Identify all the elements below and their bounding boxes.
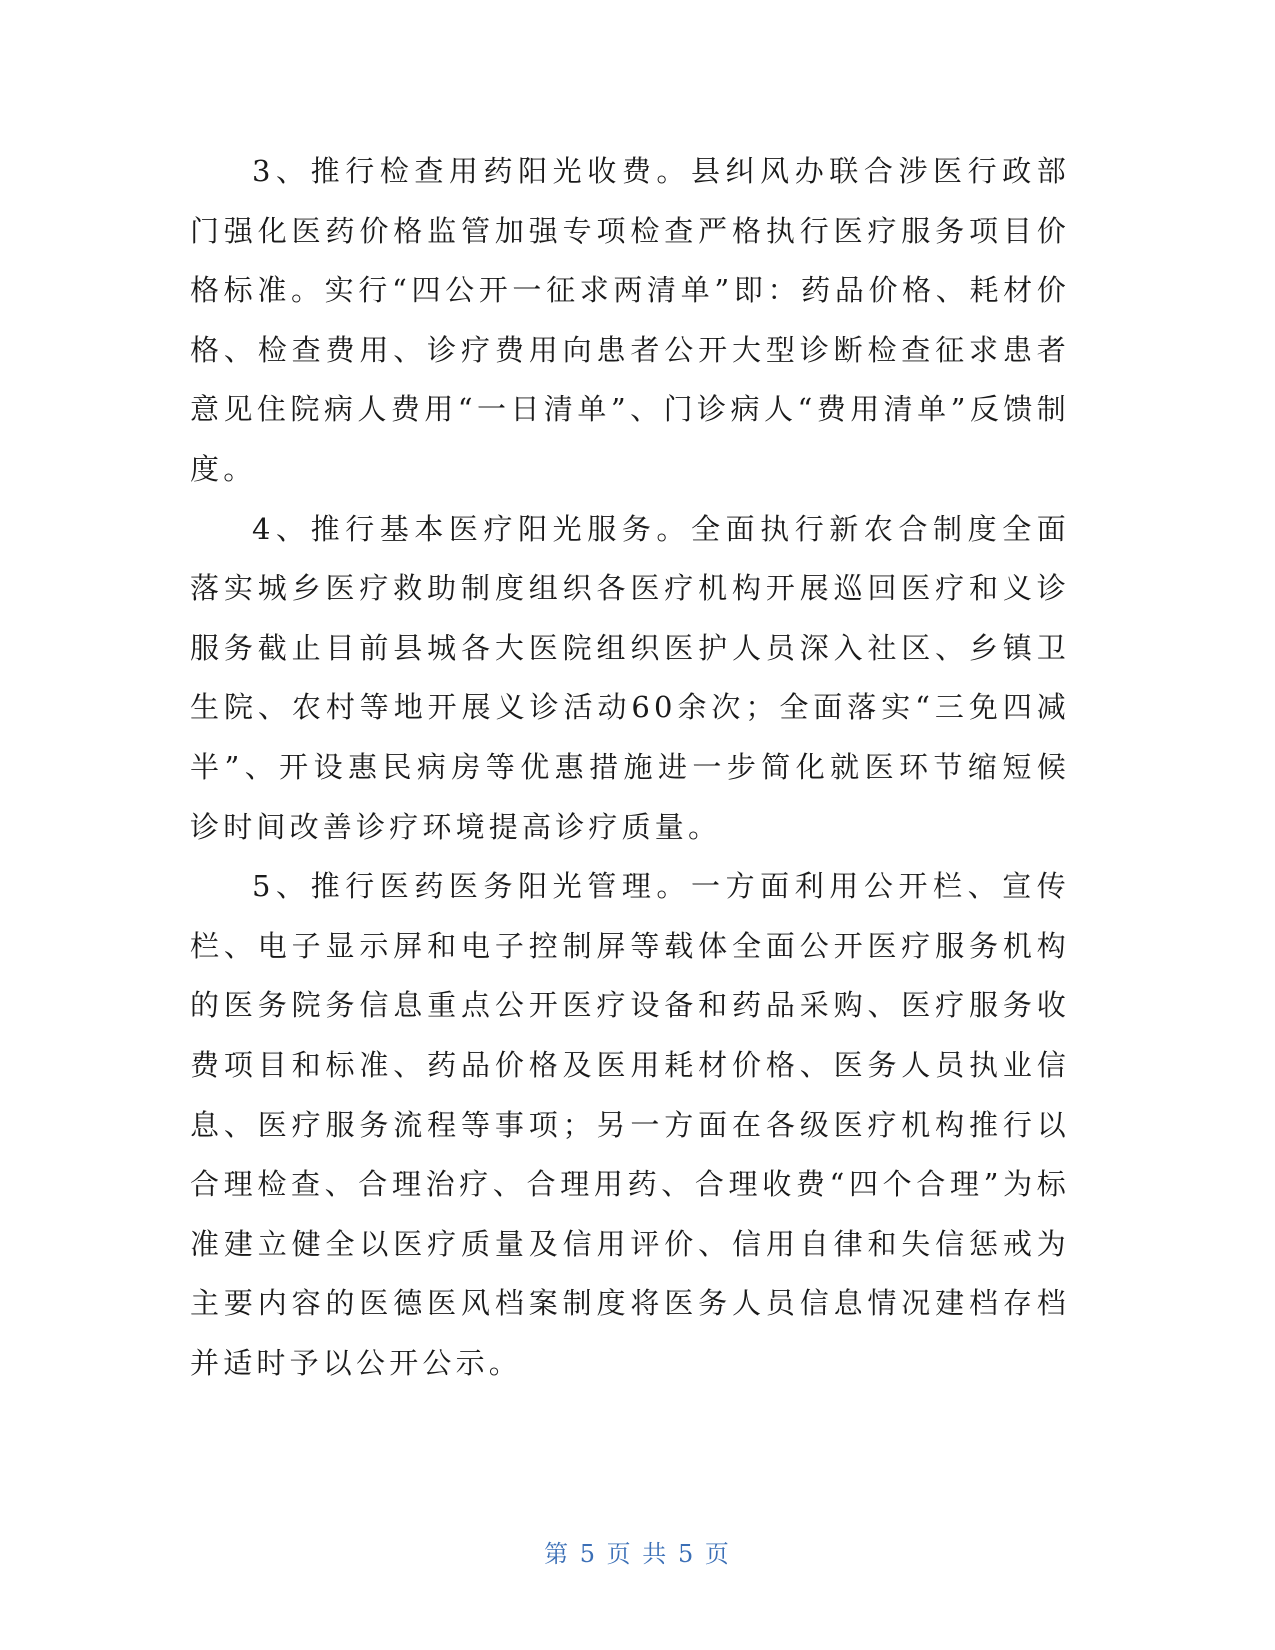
paragraph-item-5: 5、推行医药医务阳光管理。一方面利用公开栏、宣传栏、电子显示屏和电子控制屏等载体全面公开医疗服务机构的医务院务信息重点公开医疗设备和药品采购、医疗服务收费项目和标准、药品价格及医用耗材价格、医务人员执业信息、医疗服务流程等事项；另一方面在各级医疗机构推行以合理检查、合理治疗、合理用药、合理收费“四个合理”为标准建立健全以医疗质量及信用评价、信用自律和失信惩戒为主要内容的医德医风档案制度将医务人员信息情况建档存档并适时予以公开公示。 (190, 869, 1070, 1380)
footer-prefix: 第 (544, 1540, 571, 1568)
body-text (190, 142, 1070, 1393)
paragraph-item-4: 4、推行基本医疗阳光服务。全面执行新农合制度全面落实城乡医疗救助制度组织各医疗机构开展巡回医疗和义诊服务截止目前县城各大医院组织医护人员深入社区、乡镇卫生院、农村等地开展义诊活动60余次；全面落实“三免四减半”、开设惠民病房等优惠措施进一步简化就医环节缩短候诊时间改善诊疗环境提高诊疗质量。 (190, 511, 1070, 844)
footer-suffix: 页 (704, 1540, 731, 1568)
footer-current-page: 5 (579, 1540, 598, 1568)
paragraph-item-3: 3、推行检查用药阳光收费。县纠风办联合涉医行政部门强化医药价格监管加强专项检查严格执行医疗服务项目价格标准。实行“四公开一征求两清单”即：药品价格、耗材价格、检查费用、诊疗费用向患者公开大型诊断检查征求患者意见住院病人费用“一日清单”、门诊病人“费用清单”反馈制度。 (190, 154, 1070, 486)
footer-middle: 页 共 (606, 1540, 669, 1568)
page-footer (0, 1534, 1275, 1569)
footer-total-pages: 5 (677, 1540, 696, 1568)
